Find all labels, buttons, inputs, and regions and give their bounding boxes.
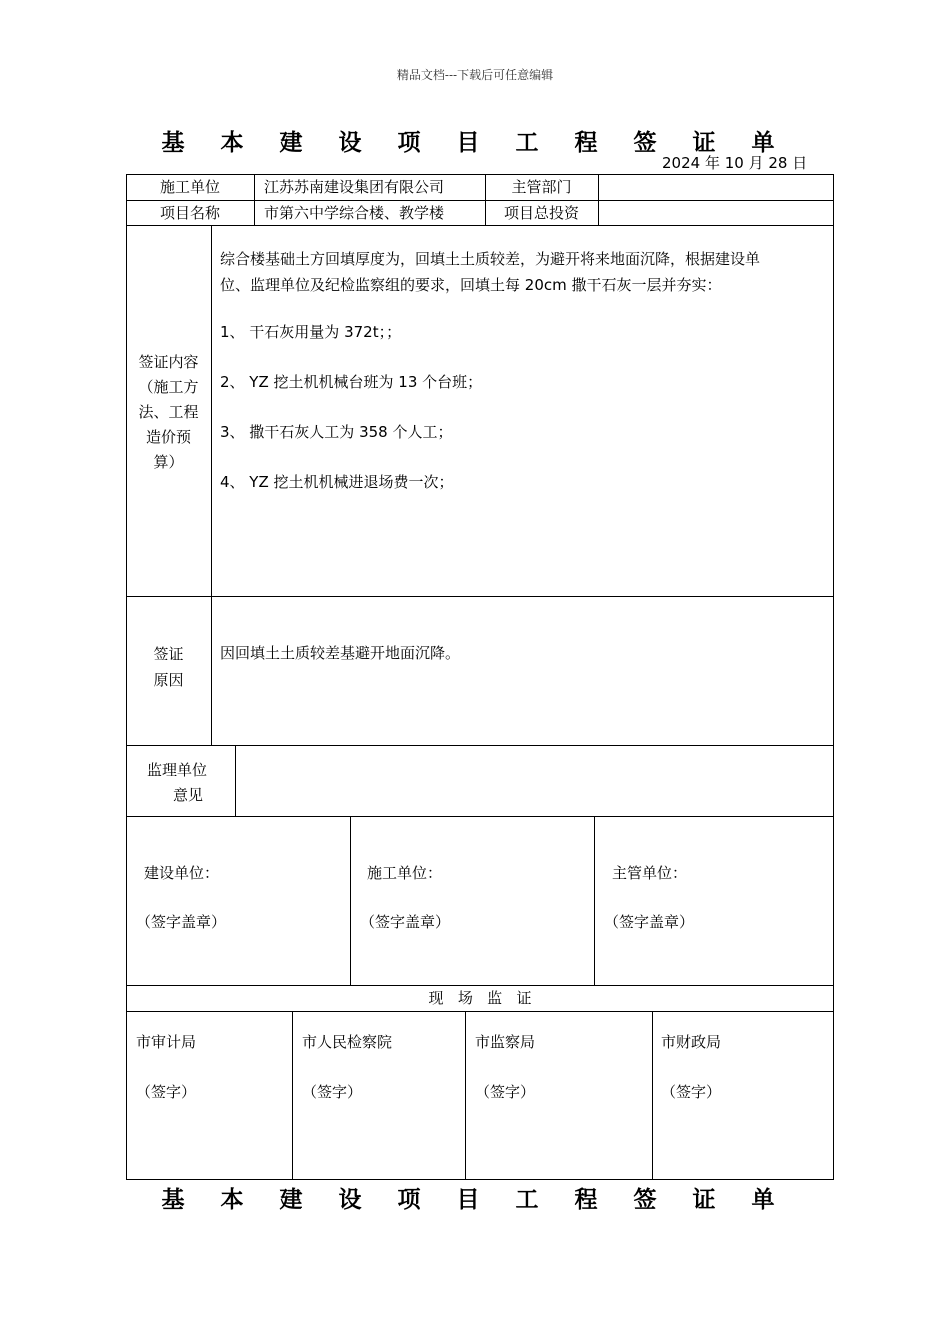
table-divider	[465, 1011, 466, 1180]
procuratorate-label: 市人民检察院	[302, 1033, 393, 1051]
builder-seal: （签字盖章）	[136, 913, 227, 931]
table-border-bottom	[126, 1179, 834, 1180]
content-item: 2、 YZ 挖土机机械台班为 13 个台班；	[220, 373, 483, 391]
table-divider	[652, 1011, 653, 1180]
visa-reason-text: 因回填土土质较差基避开地面沉降。	[220, 644, 461, 662]
table-divider	[211, 225, 212, 746]
table-divider	[254, 174, 255, 226]
table-divider	[292, 1011, 293, 1180]
procuratorate-sign: （签字）	[302, 1083, 363, 1101]
table-divider	[126, 200, 834, 201]
table-divider	[126, 1011, 834, 1012]
table-border-top	[126, 174, 834, 175]
onsite-supervision-header: 现 场 监 证	[428, 989, 532, 1007]
table-divider	[126, 985, 834, 986]
construction-unit-label: 施工单位	[159, 178, 220, 196]
contractor-unit-label: 施工单位：	[367, 864, 443, 882]
table-divider	[126, 816, 834, 817]
supervision-bureau-sign: （签字）	[475, 1083, 536, 1101]
table-border-right	[833, 174, 834, 1180]
footer-title: 基 本 建 设 项 目 工 程 签 证 单	[161, 1187, 789, 1213]
contractor-seal: （签字盖章）	[360, 913, 451, 931]
content-item: 4、 YZ 挖土机机械进退场费一次；	[220, 473, 454, 491]
content-intro-line: 综合楼基础土方回填厚度为，回填土土质较差，为避开将来地面沉降，根据建设单	[220, 250, 761, 268]
total-investment-label: 项目总投资	[503, 204, 579, 222]
supervision-bureau-label: 市监察局	[475, 1033, 536, 1051]
table-divider	[126, 596, 834, 597]
content-intro-line: 位、监理单位及纪检监察组的要求，回填土每 20cm 撒干石灰一层并夯实：	[220, 276, 722, 294]
table-divider	[598, 174, 599, 226]
document-title: 基 本 建 设 项 目 工 程 签 证 单	[161, 130, 789, 156]
header-note: 精品文档---下载后可任意编辑	[396, 68, 554, 82]
finance-bureau-sign: （签字）	[661, 1083, 722, 1101]
document-date: 2024 年 10 月 28 日	[662, 154, 808, 172]
table-divider	[126, 225, 834, 226]
builder-unit-label: 建设单位：	[144, 864, 220, 882]
table-divider	[126, 745, 834, 746]
audit-bureau-label: 市审计局	[136, 1033, 197, 1051]
authority-unit-label: 主管单位：	[612, 864, 688, 882]
visa-content-label: 签证内容 （施工方 法、工程 造价预 算）	[138, 353, 199, 471]
authority-seal: （签字盖章）	[604, 913, 695, 931]
content-item: 1、 干石灰用量为 372t；；	[220, 323, 402, 341]
construction-unit-value: 江苏苏南建设集团有限公司	[264, 178, 445, 196]
finance-bureau-label: 市财政局	[661, 1033, 722, 1051]
visa-content-text	[220, 246, 760, 492]
content-item: 3、 撒干石灰人工为 358 个人工；	[220, 423, 453, 441]
table-divider	[594, 816, 595, 986]
authority-label: 主管部门	[511, 178, 572, 196]
audit-bureau-sign: （签字）	[136, 1083, 197, 1101]
visa-reason-label: 签证 原因	[153, 645, 184, 689]
table-divider	[350, 816, 351, 986]
table-divider	[235, 745, 236, 817]
project-name-value: 市第六中学综合楼、教学楼	[264, 204, 445, 222]
supervision-opinion-label: 监理单位 意见	[147, 761, 208, 804]
project-name-label: 项目名称	[159, 204, 220, 222]
